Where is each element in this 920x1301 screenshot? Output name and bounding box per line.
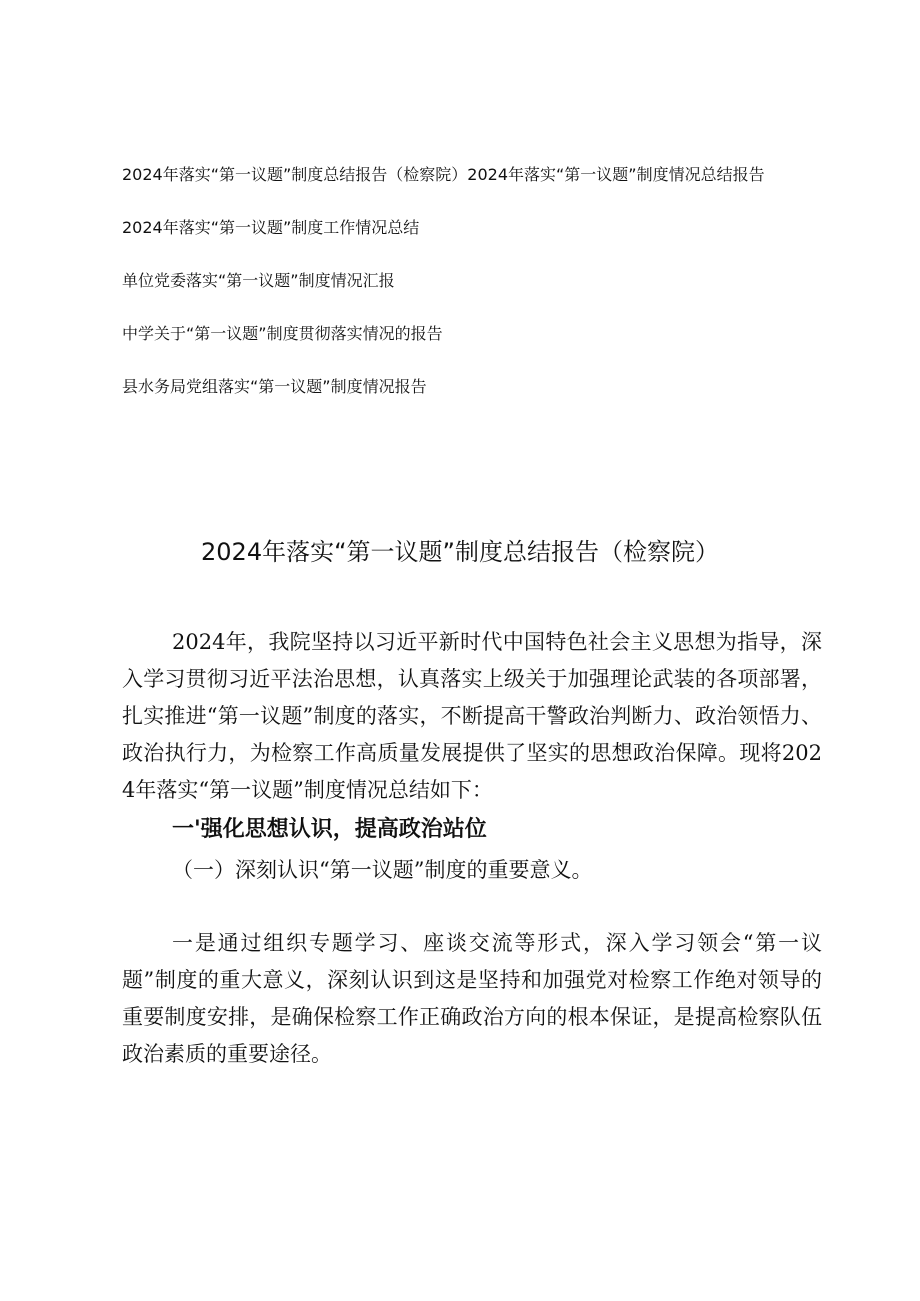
toc-item: 单位党委落实“第一议题”制度情况汇报 — [122, 271, 395, 290]
table-of-contents — [122, 162, 822, 427]
intro-paragraph: 2024年，我院坚持以习近平新时代中国特色社会主义思想为指导，深入学习贯彻习近平法治思想，认真落实上级关于加强理论武装的各项部署，扎实推进“第一议题”制度的落实，不断提高干警政治判断力、政治领悟力、政治执行力，为检察工作高质量发展提供了坚实的思想政治保障。现将2024年落实“第一议题”制度情况总结如下： — [122, 630, 822, 802]
body-paragraph: 一是通过组织专题学习、座谈交流等形式，深入学习领会“第一议题”制度的重大意义，深刻认识到这是坚持和加强党对检察工作绝对领导的重要制度安排，是确保检察工作正确政治方向的根本保证，是提高检察队伍政治素质的重要途径。 — [122, 931, 822, 1066]
subsection-heading: （一）深刻认识“第一议题”制度的重要意义。 — [172, 858, 593, 882]
section-heading: 一'强化思想认识，提高政治站位 — [172, 817, 487, 842]
toc-item: 中学关于“第一议题”制度贯彻落实情况的报告 — [122, 324, 443, 343]
toc-item: 2024年落实“第一议题”制度总结报告（检察院）2024年落实“第一议题”制度情况总结报告 — [122, 165, 765, 184]
toc-item: 2024年落实“第一议题”制度工作情况总结 — [122, 218, 420, 237]
document-title: 2024年落实“第一议题”制度总结报告（检察院） — [201, 538, 719, 566]
toc-item: 县水务局党组落实“第一议题”制度情况报告 — [122, 377, 427, 396]
